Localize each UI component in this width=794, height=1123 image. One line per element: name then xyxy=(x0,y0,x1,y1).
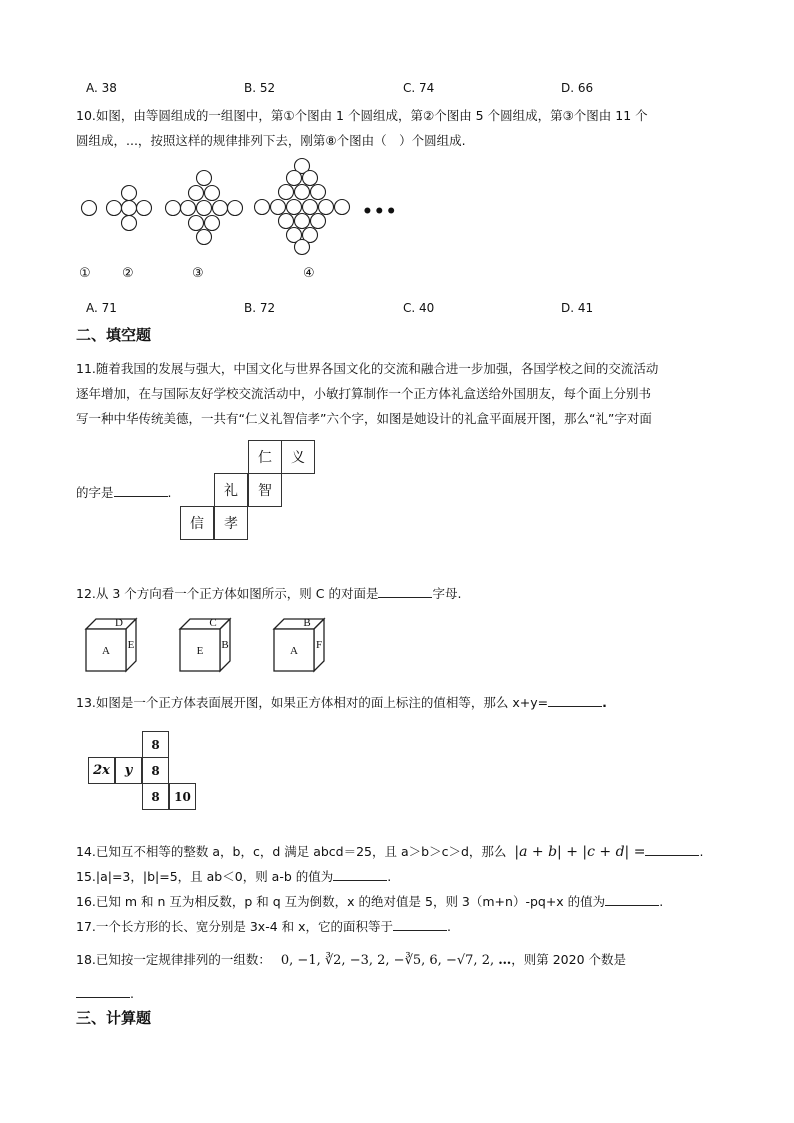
q13-net-face-8-top: 8 xyxy=(142,731,169,758)
cube3-top-letter: B xyxy=(303,617,311,629)
q12-cube-views xyxy=(84,613,354,675)
q13-text xyxy=(76,693,607,711)
q9-option-a: A. 38 xyxy=(86,81,117,95)
q15-text xyxy=(76,867,391,885)
q12-answer-blank[interactable] xyxy=(378,585,432,598)
q14-suffix: . xyxy=(699,844,704,859)
q14-formula: |a + b| + |c + d| = xyxy=(514,844,646,860)
q11-text-line1: 11.随着我国的发展与强大，中国文化与世界各国文化的交流和融合进一步加强，各国学校之间的交流活动 xyxy=(76,361,659,376)
q18-term: 2, xyxy=(481,953,495,968)
q9-option-d: D. 66 xyxy=(561,81,594,95)
q11-text-line3: 写一种中华传统美德，一共有“仁义礼智信孝”六个字，如图是她设计的礼盒平面展开图，那么“礼”字对面 xyxy=(76,411,652,426)
q11-net-face-xiao: 孝 xyxy=(214,506,248,540)
q11-net-face-ren: 仁 xyxy=(248,440,282,474)
q18-term: 6, xyxy=(429,953,442,968)
q10-option-d: D. 41 xyxy=(561,301,594,315)
q10-option-a: A. 71 xyxy=(86,301,117,315)
q18-answer-blank[interactable] xyxy=(76,985,130,998)
q10-ellipsis: ••• xyxy=(362,202,398,222)
q10-text-line2: 圆组成，...，按照这样的规律排列下去，刚第⑧个图由（ ）个圆组成. xyxy=(76,133,466,148)
q12-prefix: 12.从 3 个方向看一个正方体如图所示，则 C 的对面是 xyxy=(76,586,379,601)
q18-term: −∛5, xyxy=(393,953,426,968)
q10-option-c: C. 40 xyxy=(403,301,435,315)
q18-term: 2, xyxy=(377,953,390,968)
q18-prefix: 18.已知按一定规律排列的一组数： xyxy=(76,952,271,967)
q15-prefix: 15.|a|=3，|b|=5，且 ab＜0，则 a-b 的值为 xyxy=(76,869,334,884)
q10-label-4: ④ xyxy=(303,266,315,281)
q11-answer-blank[interactable] xyxy=(114,484,168,497)
q13-answer-blank[interactable] xyxy=(548,694,602,707)
q13-net-face-10: 10 xyxy=(169,783,196,810)
q13-prefix: 13.如图是一个正方体表面展开图，如果正方体相对的面上标注的值相等，那么 x+y= xyxy=(76,695,549,710)
q18-term: 0, xyxy=(280,953,294,968)
section-heading-calculation: 三、计算题 xyxy=(76,1009,152,1027)
q16-text xyxy=(76,892,663,910)
q9-option-c: C. 74 xyxy=(403,81,435,95)
q11-text-line4 xyxy=(76,483,172,501)
q18-term: −1, xyxy=(297,953,321,968)
q18-line2-suffix: . xyxy=(130,986,134,1001)
cube1-top-letter: D xyxy=(115,617,123,629)
q12-suffix: 字母. xyxy=(432,586,462,601)
q18-suffix: ，则第 2020 个数是 xyxy=(511,952,626,967)
q13-net-face-8-middle: 8 xyxy=(142,757,169,784)
q17-suffix: . xyxy=(447,919,451,934)
q10-circle-patterns xyxy=(76,155,406,255)
q18-term: … xyxy=(498,953,512,968)
q9-option-b: B. 52 xyxy=(244,81,276,95)
q18-term: ∛2, xyxy=(324,953,346,968)
q15-suffix: . xyxy=(387,869,392,884)
q13-net-face-2x: 2x xyxy=(88,757,115,784)
q18-term: −√7, xyxy=(445,953,478,968)
pattern2 xyxy=(107,186,152,231)
q17-text xyxy=(76,917,451,935)
q10-label-2: ② xyxy=(122,266,134,281)
q11-net-face-xin: 信 xyxy=(180,506,214,540)
q18-term: −3, xyxy=(349,953,373,968)
q10-label-3: ③ xyxy=(192,266,204,281)
pattern3 xyxy=(166,171,243,245)
q11-prefix: 的字是 xyxy=(76,485,114,500)
cube1-front-letter: A xyxy=(102,645,110,657)
cube3-front-letter: A xyxy=(290,645,298,657)
q18-text xyxy=(76,950,626,968)
cube2-side-letter: B xyxy=(221,639,229,651)
q11-net-face-yi: 义 xyxy=(281,440,315,474)
q14-prefix: 14.已知互不相等的整数 a，b，c，d 满足 abcd＝25，且 a＞b＞c＞d，那么 xyxy=(76,844,507,859)
q16-answer-blank[interactable] xyxy=(605,893,659,906)
q17-answer-blank[interactable] xyxy=(393,918,447,931)
q14-text xyxy=(76,842,703,860)
q16-prefix: 16.已知 m 和 n 互为相反数，p 和 q 互为倒数，x 的绝对值是 5，则 3（m+n）-pq+x 的值为 xyxy=(76,894,606,909)
cube2-top-letter: C xyxy=(209,617,217,629)
q16-suffix: . xyxy=(659,894,664,909)
pattern1-circle xyxy=(82,201,97,216)
section-heading-fill-in: 二、填空题 xyxy=(76,326,152,344)
q11-suffix: . xyxy=(167,485,172,500)
q13-suffix: . xyxy=(602,695,607,710)
q11-text-line2: 逐年增加，在与国际友好学校交流活动中，小敏打算制作一个正方体礼盒送给外国朋友，每个面上分别书 xyxy=(76,386,652,401)
cube2-front-letter: E xyxy=(196,645,204,657)
q18-sequence xyxy=(281,953,511,968)
q14-answer-blank[interactable] xyxy=(645,843,699,856)
q10-label-1: ① xyxy=(79,266,91,281)
q11-net-face-zhi: 智 xyxy=(248,473,282,507)
q11-net-face-li: 礼 xyxy=(214,473,248,507)
pattern4 xyxy=(255,159,350,255)
q12-text xyxy=(76,584,461,602)
q17-prefix: 17.一个长方形的长、宽分别是 3x-4 和 x，它的面积等于 xyxy=(76,919,394,934)
q13-net-face-y: y xyxy=(115,757,142,784)
q18-text-line2 xyxy=(76,985,134,1001)
q10-text-line1: 10.如图，由等圆组成的一组图中，第①个图由 1 个圆组成，第②个图由 5 个圆组成，第③个图由 11 个 xyxy=(76,108,648,123)
cube1-side-letter: E xyxy=(127,639,135,651)
q10-option-b: B. 72 xyxy=(244,301,276,315)
cube3-side-letter: F xyxy=(315,639,323,651)
q13-net-face-8-bottom: 8 xyxy=(142,783,169,810)
q15-answer-blank[interactable] xyxy=(333,868,387,881)
